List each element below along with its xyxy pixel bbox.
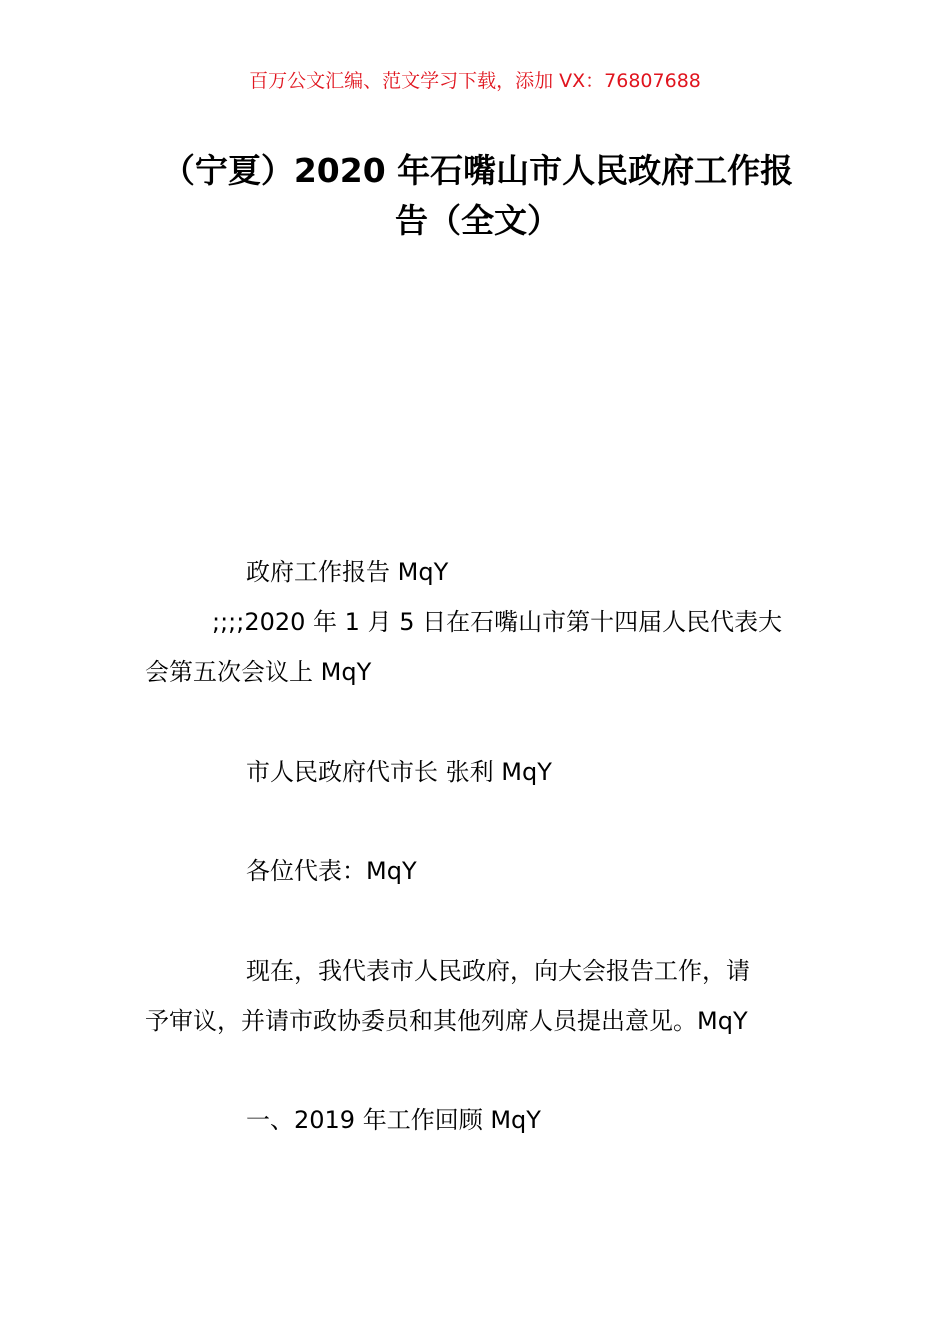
document-title [150,146,805,246]
title-line-1: （宁夏）2020 年石嘴山市人民政府工作报 [161,151,794,190]
paragraph-heading: 政府工作报告 MqY [246,558,449,586]
section-heading: 一、2019 年工作回顾 MqY [246,1106,541,1134]
paragraph-date-line-2: 会第五次会议上 MqY [145,658,372,686]
paragraph-intro-line-2: 予审议，并请市政协委员和其他列席人员提出意见。MqY [145,1007,748,1035]
title-line-2: 告（全文） [395,201,560,240]
promo-banner: 百万公文汇编、范文学习下载，添加 VX：76807688 [249,70,701,92]
paragraph-salutation: 各位代表：MqY [246,857,417,885]
paragraph-date-line-1: ;;;;2020 年 1 月 5 日在石嘴山市第十四届人民代表大 [212,608,783,636]
paragraph-intro-line-1: 现在，我代表市人民政府，向大会报告工作，请 [246,957,750,985]
paragraph-speaker: 市人民政府代市长 张利 MqY [246,758,552,786]
